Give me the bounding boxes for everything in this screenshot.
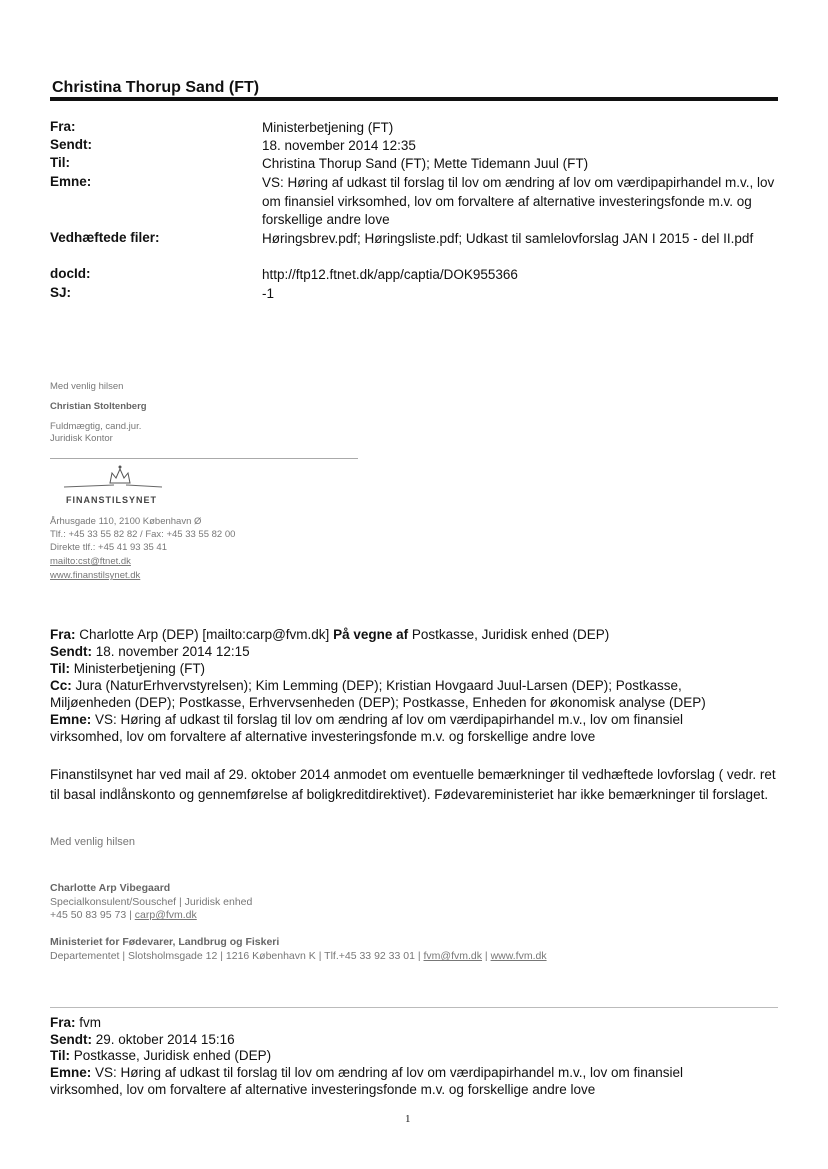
msg2-subject-line1: VS: Høring af udkast til forslag til lov om ændring af lov om værdipapirhandel m.v., lov om finansiel	[95, 712, 684, 727]
header-rule	[50, 97, 778, 101]
sig1-greeting: Med venlig hilsen	[50, 381, 124, 392]
to-label: Til:	[50, 155, 70, 170]
sig2-contact	[50, 909, 197, 921]
msg2-to-label: Til:	[50, 661, 70, 676]
sig1-rule	[50, 458, 358, 459]
msg2-sent	[50, 643, 780, 661]
msg2-cc-cont: Miljøenheden (DEP); Postkasse, Erhvervsenheden (DEP); Postkasse, Enheden for økonomisk analyse (DEP)	[50, 695, 706, 710]
sig1-address: Århusgade 110, 2100 København Ø	[50, 516, 202, 527]
sig2-phone: +45 50 83 95 73 |	[50, 909, 135, 921]
msg2-cc-line1: Jura (NaturErhvervstyrelsen); Kim Lemming (DEP); Kristian Hovgaard Juul-Larsen (DEP); Postkasse,	[75, 678, 682, 693]
sig1-web-link[interactable]: www.finanstilsynet.dk	[50, 570, 141, 581]
msg3-to-value: Postkasse, Juridisk enhed (DEP)	[73, 1048, 272, 1063]
docid-label: docId:	[50, 266, 91, 281]
sent-label: Sendt:	[50, 137, 92, 152]
msg3-to	[50, 1047, 780, 1065]
page-number: 1	[405, 1113, 411, 1125]
msg2-body: Finanstilsynet har ved mail af 29. oktober 2014 anmodet om eventuelle bemærkninger til vedhæftede lovforslag ( vedr. ret til basal indlånskonto og gennemførelse af boligkreditdirektivet). Fødevareministeriet har ikke bemærkninger til forslaget.	[50, 767, 776, 802]
subject-value: VS: Høring af udkast til forslag til lov om ændring af lov om værdipapirhandel m.v., lov om finansiel virksomhed, lov om forvaltere af alternative investeringsfonde m.v. og forskellige andre love	[262, 175, 775, 227]
sig2-address-line	[50, 950, 547, 962]
message-divider	[50, 1007, 778, 1008]
msg2-to-value: Ministerbetjening (FT)	[73, 661, 206, 676]
sender-name: Christina Thorup Sand (FT)	[52, 79, 260, 96]
msg2-subject	[50, 711, 780, 729]
attachments-label: Vedhæftede filer:	[50, 230, 160, 245]
sent-value: 18. november 2014 12:35	[262, 138, 416, 153]
sig1-title: Fuldmægtig, cand.jur.	[50, 421, 142, 432]
msg3-from-label: Fra:	[50, 1015, 76, 1030]
sig2-title: Specialkonsulent/Souschef | Juridisk enhed	[50, 896, 253, 908]
sig1-office: Juridisk Kontor	[50, 433, 113, 444]
sig1-name: Christian Stoltenberg	[50, 401, 147, 412]
sig2-ministry-web-link[interactable]: www.fvm.dk	[490, 950, 547, 962]
msg2-from-label: Fra:	[50, 627, 76, 642]
from-label: Fra:	[50, 119, 76, 134]
to-value: Christina Thorup Sand (FT); Mette Tidemann Juul (FT)	[262, 156, 589, 171]
msg3-to-label: Til:	[50, 1048, 70, 1063]
sig1-org: FINANSTILSYNET	[66, 495, 158, 505]
sig2-separator: |	[482, 950, 491, 962]
msg3-subject-label: Emne:	[50, 1065, 92, 1080]
msg3-subject-cont: virksomhed, lov om forvaltere af alternative investeringsfonde m.v. og forskellige andre love	[50, 1082, 596, 1097]
sig2-address: Departementet | Slotsholmsgade 12 | 1216 København K | Tlf.+45 33 92 33 01 |	[50, 950, 424, 962]
sj-value: -1	[262, 286, 275, 301]
msg3-sent-value: 29. oktober 2014 15:16	[95, 1032, 235, 1047]
sig2-ministry: Ministeriet for Fødevarer, Landbrug og Fiskeri	[50, 936, 280, 948]
msg3-subject	[50, 1064, 780, 1082]
sig2-email-link[interactable]: carp@fvm.dk	[134, 909, 197, 921]
sj-label: SJ:	[50, 285, 72, 300]
msg2-to	[50, 660, 780, 678]
msg2-sent-value: 18. november 2014 12:15	[95, 644, 250, 659]
sig1-direct: Direkte tlf.: +45 41 93 35 41	[50, 542, 167, 553]
subject-label: Emne:	[50, 174, 92, 189]
msg2-greeting: Med venlig hilsen	[50, 836, 135, 848]
docid-value[interactable]: http://ftp12.ftnet.dk/app/captia/DOK955366	[262, 267, 518, 282]
sig1-phone: Tlf.: +45 33 55 82 82 / Fax: +45 33 55 82 00	[50, 529, 236, 540]
attachments-value[interactable]: Høringsbrev.pdf; Høringsliste.pdf; Udkast til samlelovforslag JAN I 2015 - del II.pdf	[262, 231, 754, 246]
sig2-name: Charlotte Arp Vibegaard	[50, 882, 171, 894]
msg2-from	[50, 626, 780, 644]
msg2-subject-cont: virksomhed, lov om forvaltere af alternative investeringsfonde m.v. og forskellige andre love	[50, 729, 596, 744]
msg2-from-value: Charlotte Arp (DEP) [mailto:carp@fvm.dk]	[79, 627, 330, 642]
msg2-behalf-label: På vegne af	[333, 627, 409, 642]
msg2-subject-label: Emne:	[50, 712, 92, 727]
msg2-cc-label: Cc:	[50, 678, 72, 693]
msg3-from	[50, 1014, 780, 1032]
msg2-behalf-value: Postkasse, Juridisk enhed (DEP)	[411, 627, 610, 642]
msg2-cc	[50, 677, 780, 695]
msg3-sent-label: Sendt:	[50, 1032, 92, 1047]
sig1-mail-link[interactable]: mailto:cst@ftnet.dk	[50, 556, 131, 567]
sig2-ministry-email-link[interactable]: fvm@fvm.dk	[423, 950, 482, 962]
from-value: Ministerbetjening (FT)	[262, 120, 394, 135]
msg3-subject-line1: VS: Høring af udkast til forslag til lov om ændring af lov om værdipapirhandel m.v., lov om finansiel	[95, 1065, 684, 1080]
msg3-from-value: fvm	[79, 1015, 102, 1030]
msg2-sent-label: Sendt:	[50, 644, 92, 659]
